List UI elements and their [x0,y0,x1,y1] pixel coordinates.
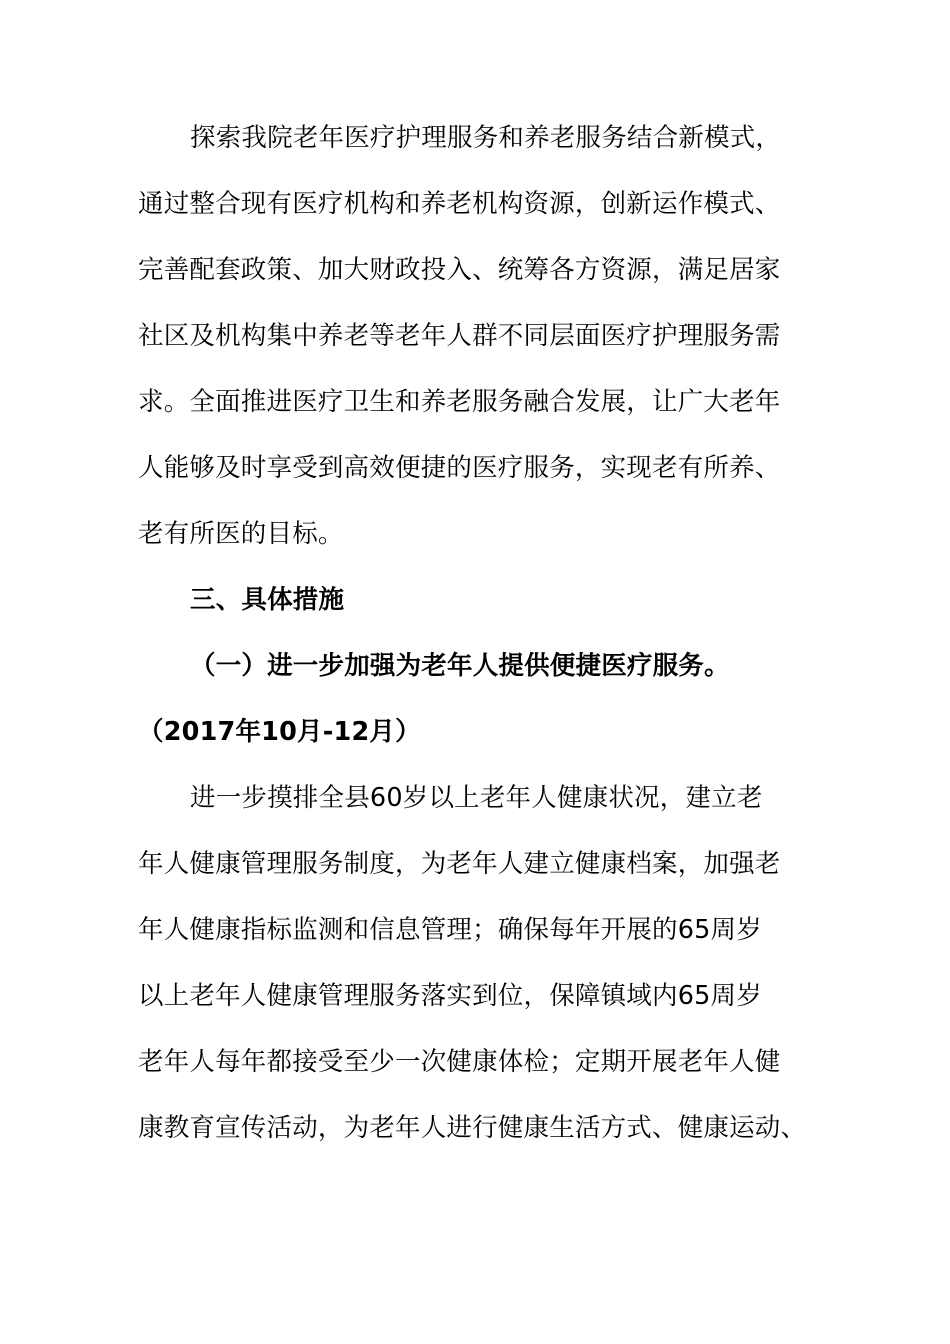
paragraph-2-line-4: 以上老年人健康管理服务落实到位，保障镇域内65周岁 [138,981,762,1011]
paragraph-2-line-3: 年人健康指标监测和信息管理；确保每年开展的65周岁 [138,915,762,945]
section-heading: 三、具体措施 [190,585,345,615]
paragraph-1-line-5: 求。全面推进医疗卫生和养老服务融合发展，让广大老年 [138,387,781,417]
subsection-period: （2017年10月-12月） [138,717,421,747]
paragraph-1-line-2: 通过整合现有医疗机构和养老机构资源，创新运作模式、 [138,189,781,219]
paragraph-1-line-3: 完善配套政策、加大财政投入、统筹各方资源，满足居家 [138,255,781,285]
subsection-title: （一）进一步加强为老年人提供便捷医疗服务。 [190,651,730,681]
paragraph-2-line-2: 年人健康管理服务制度，为老年人建立健康档案，加强老 [138,849,781,879]
paragraph-1-line-1: 探索我院老年医疗护理服务和养老服务结合新模式， [190,123,782,153]
paragraph-1-line-7: 老有所医的目标。 [138,519,344,549]
paragraph-2-line-6: 康教育宣传活动，为老年人进行健康生活方式、健康运动、 [138,1113,807,1143]
paragraph-2-line-1: 进一步摸排全县60岁以上老年人健康状况，建立老 [190,783,763,813]
paragraph-1-line-6: 人能够及时享受到高效便捷的医疗服务，实现老有所养、 [138,453,781,483]
paragraph-2-line-5: 老年人每年都接受至少一次健康体检；定期开展老年人健 [138,1047,781,1077]
paragraph-1-line-4: 社区及机构集中养老等老年人群不同层面医疗护理服务需 [138,321,781,351]
